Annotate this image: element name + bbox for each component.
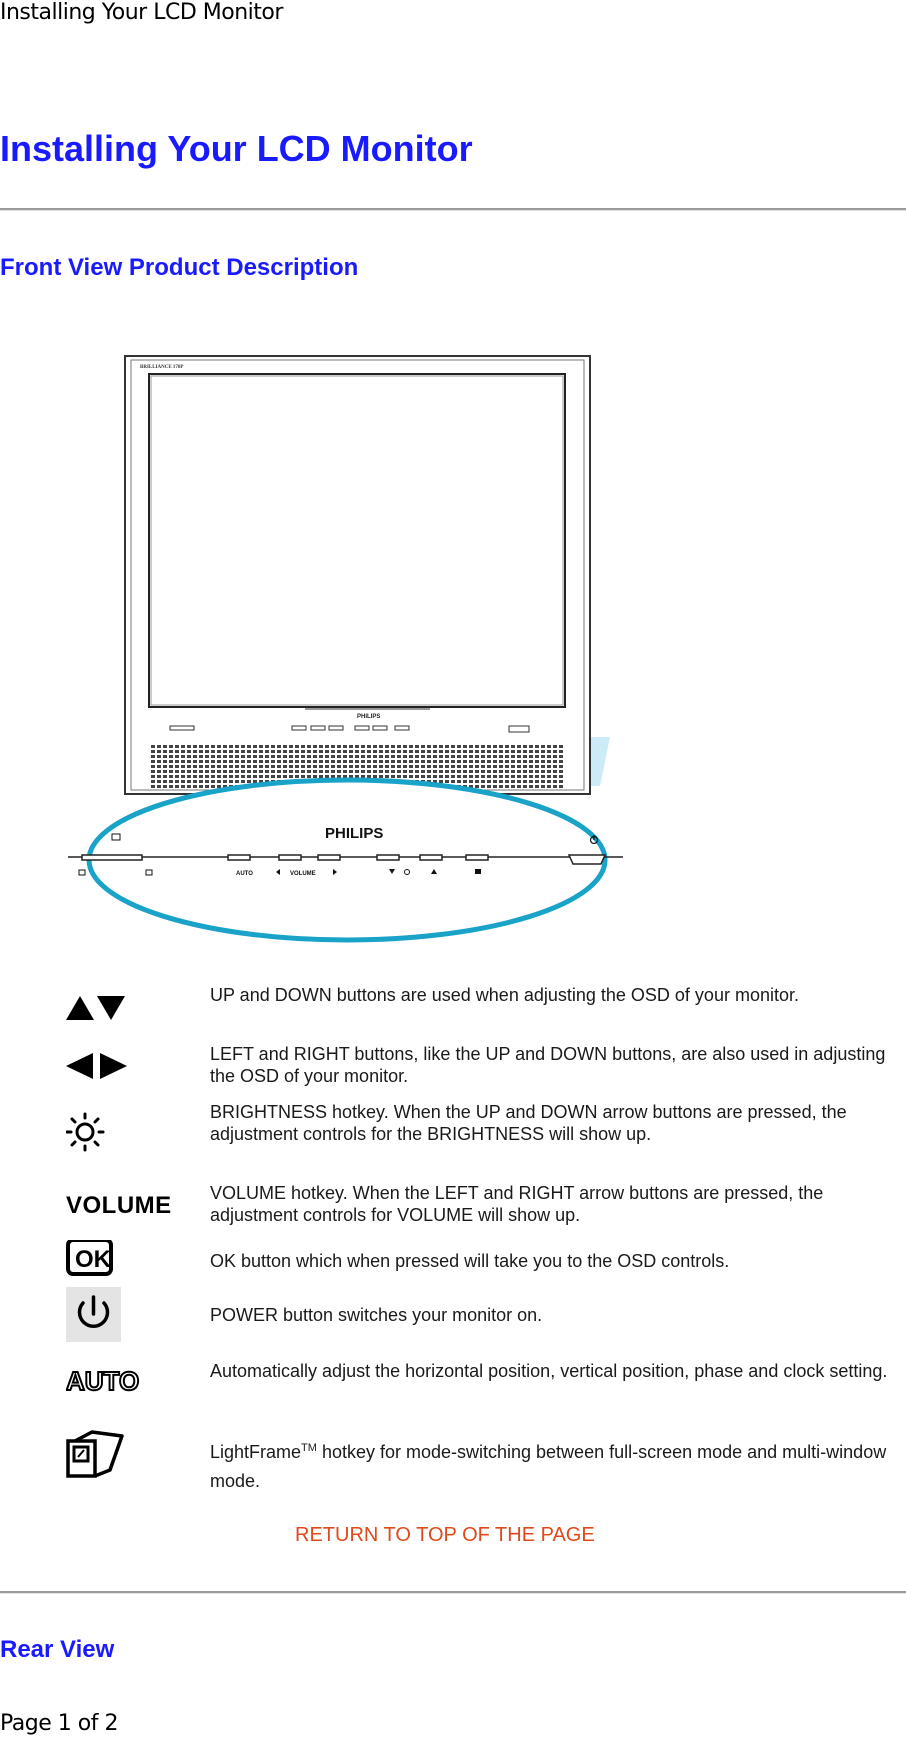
return-to-top-link[interactable]: RETURN TO TOP OF THE PAGE [295,1524,595,1546]
auto-icon [66,1360,186,1410]
brand-small-logo: PHILIPS [357,714,381,720]
page-title: Installing Your LCD Monitor [0,128,473,169]
control-description: VOLUME hotkey. When the LEFT and RIGHT arrow buttons are pressed, the adjustment controls for VOLUME will show up. [210,1183,824,1225]
brand-large-logo: PHILIPS [325,825,384,842]
divider [0,1591,906,1594]
control-description [210,1434,900,1496]
lightframe-text-prefix: LightFrame [210,1442,302,1462]
control-description: UP and DOWN buttons are used when adjusting the OSD of your monitor. [210,985,799,1005]
page-footer: Page 1 of 2 [0,1711,118,1736]
monitor-front-illustration [55,350,655,955]
up-down-arrows-icon [66,984,186,1034]
brightness-icon [66,1111,186,1161]
monitor-screen [149,374,565,707]
trademark-mark: TM [301,1442,317,1454]
auto-icon-text: AUTO [66,1366,140,1396]
lightframe-icon [66,1430,186,1482]
lightframe-text-suffix: hotkey for mode-switching between full-screen mode and multi-window mode. [210,1442,887,1491]
control-description: OK button which when pressed will take you to the OSD controls. [210,1251,730,1271]
ok-icon [66,1240,186,1290]
page-header: Installing Your LCD Monitor [0,0,283,25]
volume-label-icon: VOLUME [66,1192,172,1219]
control-description: BRIGHTNESS hotkey. When the UP and DOWN arrow buttons are pressed, the adjustment controls for the BRIGHTNESS will show up. [210,1102,847,1144]
power-icon [66,1287,186,1343]
volume-label: VOLUME [290,871,316,877]
ok-icon-text: OK [75,1246,111,1273]
callout-ellipse [89,780,605,940]
bezel-brand-text: BRILLIANCE 170P [140,365,184,370]
control-description: LEFT and RIGHT buttons, like the UP and DOWN buttons, are also used in adjusting the OSD of your monitor. [210,1044,886,1086]
control-description: POWER button switches your monitor on. [210,1305,543,1325]
left-right-arrows-icon [66,1043,186,1093]
control-description: Automatically adjust the horizontal position, vertical position, phase and clock setting. [210,1361,888,1381]
section-rear-view-heading: Rear View [0,1636,115,1663]
divider [0,208,906,211]
auto-label: AUTO [236,871,253,877]
section-front-view-heading: Front View Product Description [0,254,359,281]
